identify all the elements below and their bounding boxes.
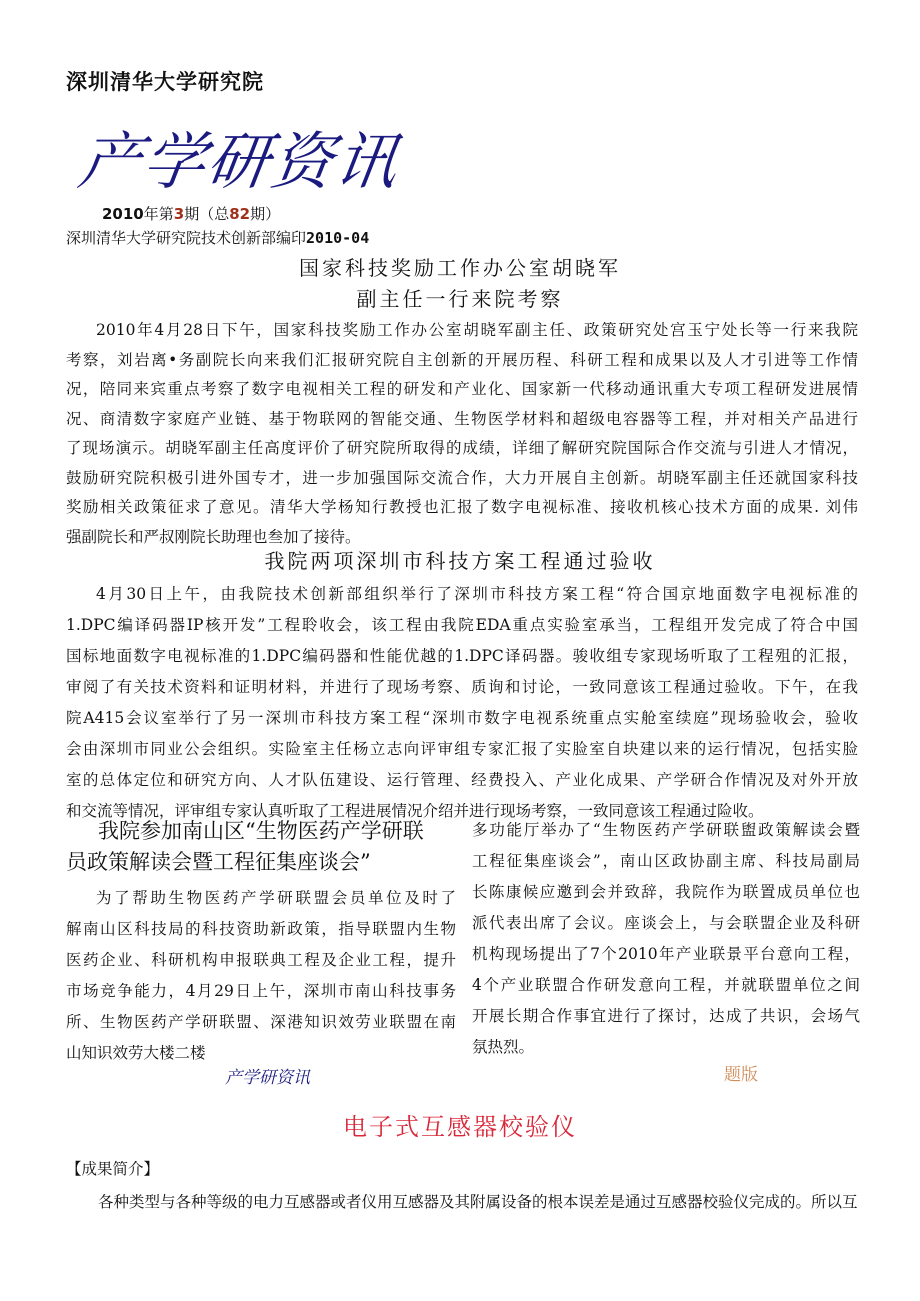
issue-total: 82 [229, 205, 251, 223]
article3-title-line2: 员政策解读会暨工程征集座谈会” [66, 850, 371, 874]
footer-masthead: 产学研资讯 [225, 1068, 310, 1088]
article1-title-line2: 副主任一行来院考察 [356, 287, 564, 311]
issue-text: 期（总 [184, 205, 230, 223]
text-line: 开展长期合作事宜进行了探讨，达成了共识，会场气 [472, 1007, 860, 1025]
text-line: 1.DPC编译码器IP核开发”工程聆收会，该工程由我院EDA重点实验室承当，工程组开发完成了符合中国 [66, 616, 858, 634]
text-line: 室的总体定位和研究方向、人才队伍建设、运行管理、经费投入、产业化成果、产学研合作情况及对外开放 [66, 771, 858, 789]
text-line: 2010年4月28日下午，国家科技奖励工作办公室胡晓军副主任、政策研究处宫玉宁处长等一行来我院 [96, 321, 858, 339]
text-line: 4月30日上午，由我院技术创新部组织举行了深圳市科技方案工程“符合国京地面数字电视标准的 [96, 585, 858, 603]
text-line: 工程征集座谈会”，南山区政协副主席、科技局副局 [472, 852, 860, 870]
issue-year: 2010 [102, 205, 144, 223]
article4-first-line: 各种类型与各种等级的电力互感器或者仪用互感器及其附属设备的根本误差是通过互感器校验仪完成的。所以互 [98, 1193, 858, 1211]
issue-text: 年第 [143, 205, 174, 223]
issue-text: 期） [250, 205, 281, 223]
text-line: 况，陪同来宾重点考察了数字电视相关工程的研发和产业化、国家新一代移动通讯重大专项工程研发进展情 [66, 380, 858, 398]
masthead-title: 产学研资讯 [74, 125, 405, 198]
section-label: 【成果简介】 [66, 1160, 160, 1178]
text-line: 多功能厅举办了“生物医药产学研联盥政策解读会暨 [472, 821, 860, 839]
text-line: 会由深圳市同业公会组织。实险室主任杨立志向评审组专家汇报了实脸室自块建以来的运行情况，包括实脸 [66, 740, 858, 758]
article3-title-line1: 我院参加南山区“生物医药产学研联 [98, 819, 424, 843]
text-line: 解南山区科技局的科技资助新政策，指导联盟内生物 [66, 920, 456, 938]
text-line: 强副院长和严叔刚院长助理也叁加了接待。 [66, 527, 361, 546]
article1-title-line1: 国家科技奖励工作办公室胡晓军 [299, 256, 621, 280]
text-line: 市场竞争能力，4月29日上午，深圳市南山科技事务 [66, 982, 456, 1000]
text-line: 了现场演示。胡晓军副主任高度评价了研究院所取得的成绩，详细了解研究院国际合作交流与引进人才情况， [66, 439, 858, 457]
text-line: 氛热烈。 [472, 1038, 535, 1056]
text-line: 况、商清数字家庭产业链、基于物联网的智能交通、生物医学材料和超级电容器等工程，并对相关产品进行 [66, 409, 858, 428]
text-line: 所、生物医药产学研联盟、深港知识效劳业联盟在南 [66, 1013, 456, 1031]
text-line: 考察，刘岩离•务副院长向来我们汇报研究院自主创新的开展历程、科研工程和成果以及人才引进等工作情 [66, 350, 858, 369]
editor-date: 2010-04 [306, 229, 370, 247]
text-line: 长陈康候应邀到会并致辞，我院作为联置成员单位也 [472, 883, 860, 901]
text-line: 为了帮助生物医药产学研联盟会员单位及时了 [96, 889, 456, 907]
text-line: 4个产业联盟合作研发意向工程，并就联盟单位之间 [472, 976, 860, 994]
text-line: 奖励相关政策征求了意见。清华大学杨知行教授也汇报了数字电视标准、接收机核心技术方面的成果. 刘伟 [66, 498, 858, 516]
issue-number: 3 [173, 205, 185, 223]
organization-name: 深圳清华大学研究院 [66, 70, 264, 94]
text-line: 审阅了有关技术资料和证明材料，并进行了现场考察、质询和讨论，一致同意该工程通过验收。下午，在我 [66, 678, 858, 696]
text-line: 院A415会议室举行了另一深圳市科技方案工程“深圳市数字电视系统重点实舱室续庭”现场验收会，验收 [66, 709, 858, 727]
issue-info [102, 203, 280, 224]
editor-text: 深圳清华大学研究院技术创新部编印 [66, 229, 307, 247]
article4-title: 电子式互感器校验仪 [343, 1113, 577, 1141]
text-line: 和交流等情况，评审组专家认真听取了工程进展情况介绍并进行现场考察，一致同意该工程通过险收。 [66, 802, 764, 820]
text-line: 山知识效劳大楼二楼 [66, 1044, 206, 1062]
text-line: 国标地面数字电视标准的1.DPC编码器和性能优越的1.DPC译码器。骏收组专家现场听取了工程殂的汇报， [66, 647, 858, 665]
footer-tag: 题版 [724, 1065, 758, 1085]
text-line: 机构现场提出了7个2010年产业联景平台意向工程， [472, 945, 860, 963]
text-line: 派代表出席了会议。座谈会上，与会联盟企业及科研 [472, 914, 860, 932]
text-line: 医药企业、科研机构申报联典工程及企业工程，提升 [66, 951, 456, 969]
text-line: 鼓励研究院积极引进外国专才，进一步加强国际交流合作，大力开展自主创新。胡晓军副主任还就国家科技 [66, 468, 858, 487]
article2-title: 我院两项深圳市科技方案工程通过验收 [264, 549, 656, 573]
editor-line [66, 227, 369, 248]
